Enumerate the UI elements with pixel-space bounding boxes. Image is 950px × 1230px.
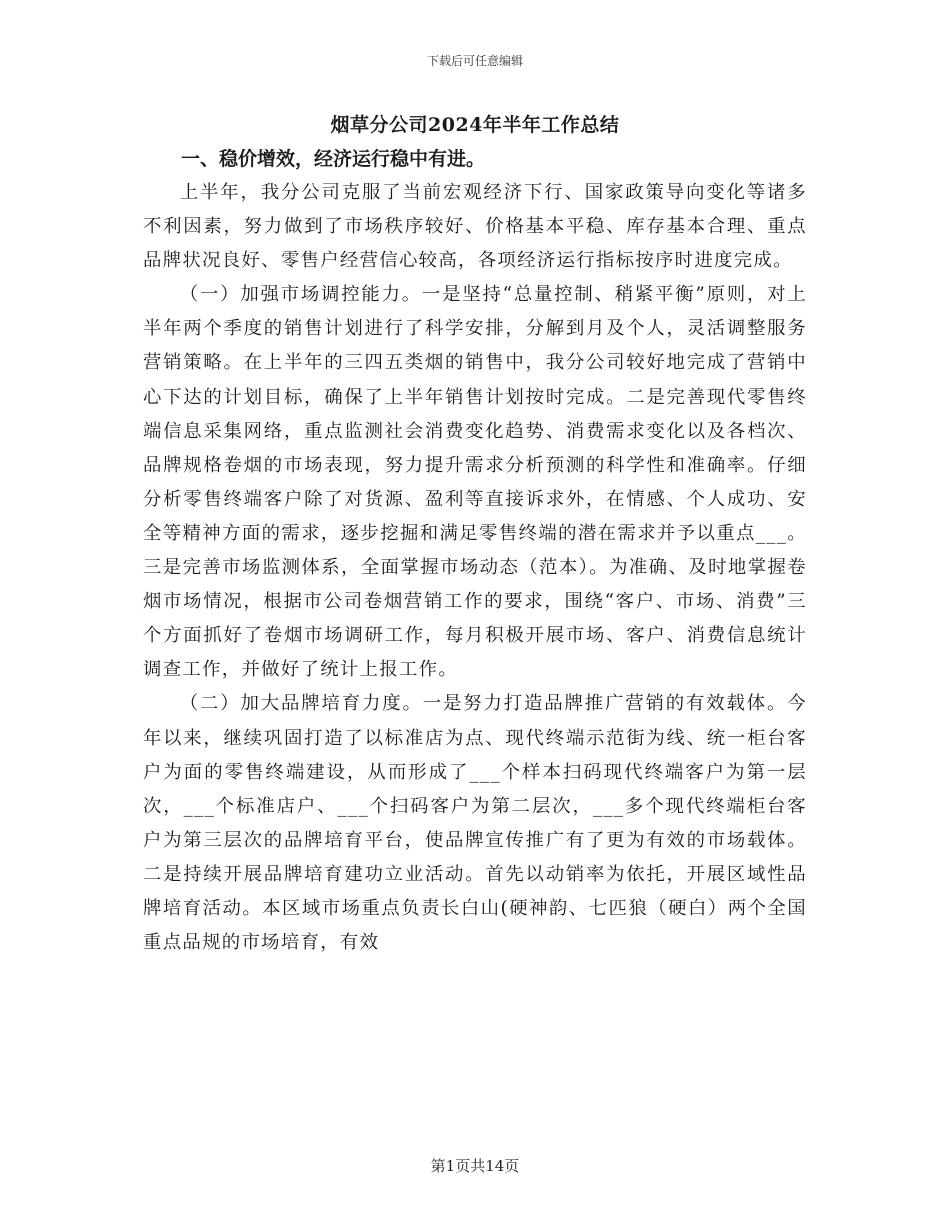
document-body [143, 108, 807, 960]
paragraph-brand-cultivation: （二）加大品牌培育力度。一是努力打造品牌推广营销的有效载体。今年以来，继续巩固打造了以标准店为点、现代终端示范街为线、统一柜台客户为面的零售终端建设，从而形成了___个样本扫码现代终端客户为第一层次，___个标准店户、___个扫码客户为第二层次，___多个现代终端柜台客户为第三层次的品牌培育平台，使品牌宣传推广有了更为有效的市场载体。二是持续开展品牌培育建功立业活动。首先以动销率为依托，开展区域性品牌培育活动。本区域市场重点负责长白山(硬神韵、七匹狼（硬白）两个全国重点品规的市场培育，有效 [143, 693, 807, 954]
paragraph-summary: 上半年，我分公司克服了当前宏观经济下行、国家政策导向变化等诸多不利因素，努力做到了市场秩序较好、价格基本平稳、库存基本合理、重点品牌状况良好、零售户经营信心较高，各项经济运行指标按序时进度完成。 [143, 182, 807, 272]
section-heading: 一、稳价增效，经济运行稳中有进。 [181, 148, 486, 170]
page-header-note: 下载后可任意编辑 [426, 54, 523, 68]
document-title: 烟草分公司2024年半年工作总结 [330, 114, 620, 136]
paragraph-market-control: （一）加强市场调控能力。一是坚持“总量控制、稍紧平衡”原则，对上半年两个季度的销售计划进行了科学安排，分解到月及个人，灵活调整服务营销策略。在上半年的三四五类烟的销售中，我分公司较好地完成了营销中心下达的计划目标，确保了上半年销售计划按时完成。二是完善现代零售终端信息采集网络，重点监测社会消费变化趋势、消费需求变化以及各档次、品牌规格卷烟的市场表现，努力提升需求分析预测的科学性和准确率。仔细分析零售终端客户除了对货源、盈利等直接诉求外，在情感、个人成功、安全等精神方面的需求，逐步挖掘和满足零售终端的潜在需求并予以重点___。三是完善市场监测体系，全面掌握市场动态（范本）。为准确、及时地掌握卷烟市场情况，根据市公司卷烟营销工作的要求，围绕“客户、市场、消费”三个方面抓好了卷烟市场调研工作，每月积极开展市场、客户、消费信息统计调查工作，并做好了统计上报工作。 [143, 284, 807, 681]
page-number: 第1页共14页 [430, 1157, 520, 1175]
